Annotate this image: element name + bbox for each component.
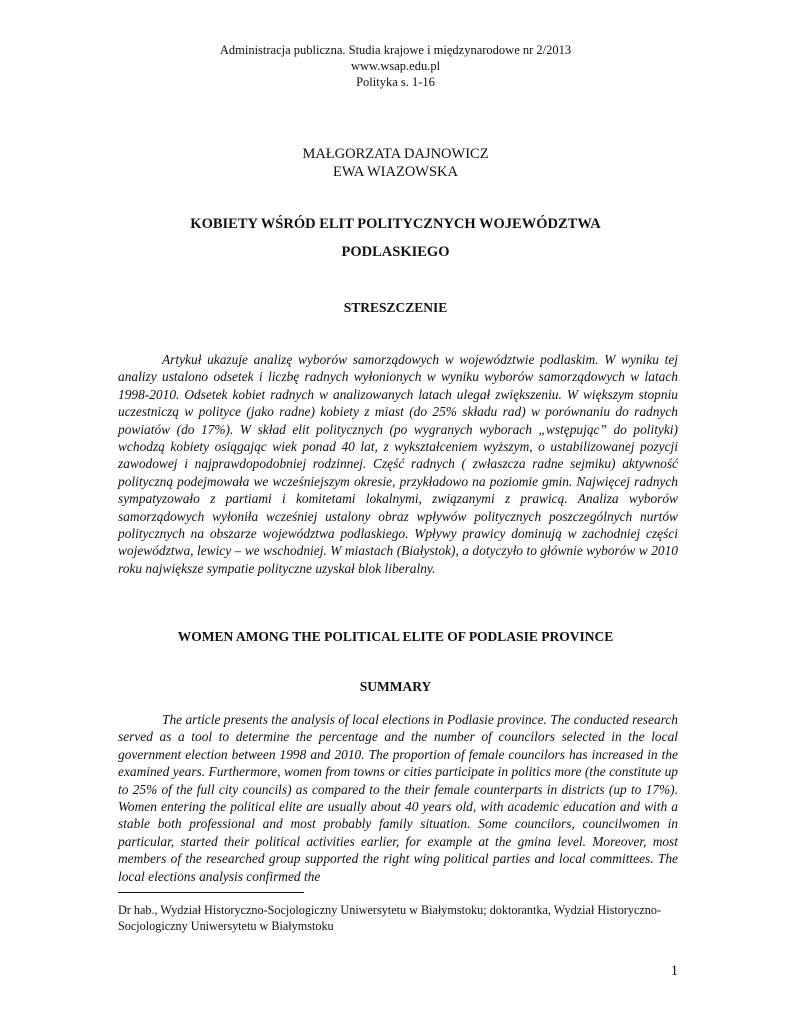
- journal-website: www.wsap.edu.pl: [350, 59, 441, 73]
- journal-title: Administracja publiczna. Studia krajowe i międzynarodowe nr 2/2013: [219, 43, 572, 57]
- abstract-pl: [118, 351, 678, 577]
- author-name: EWA WIAZOWSKA: [333, 164, 458, 180]
- title-line: PODLASKIEGO: [341, 244, 450, 260]
- journal-header: [0, 42, 791, 90]
- journal-section: Polityka s. 1-16: [356, 75, 435, 89]
- page-number: 1: [670, 963, 678, 979]
- abstract-en: [118, 711, 678, 885]
- title-line: KOBIETY WŚRÓD ELIT POLITYCZNYCH WOJEWÓDZTWA: [190, 216, 601, 232]
- author-list: [0, 145, 791, 181]
- footnote: Dr hab., Wydział Historyczno-Socjologiczny Uniwersytetu w Białymstoku; doktorantka, Wydział Historyczno-Socjologiczny Uniwersytetu w Białymstoku: [118, 903, 662, 933]
- article-title-en: WOMEN AMONG THE POLITICAL ELITE OF PODLASIE PROVINCE: [177, 629, 614, 644]
- abstract-pl-heading: STRESZCZENIE: [343, 300, 448, 315]
- article-title-pl: [110, 210, 681, 266]
- author-name: MAŁGORZATA DAJNOWICZ: [302, 146, 489, 162]
- abstract-en-heading: SUMMARY: [359, 679, 432, 694]
- abstract-pl-text: Artykuł ukazuje analizę wyborów samorządowych w województwie podlaskim. W wyniku tej analizy ustalono odsetek i liczbę radnych wyłonionych w wyniku wyborów samorządowych w latach 1998-2010. Odsetek kobiet radnych w analizowanych latach ulegał zwiększeniu. W większym stopniu uczestniczą w polityce (jako radne) kobiety z miast (do 25% składu rad) w porównaniu do radnych powiatów (do 17%). W skład elit politycznych (po wygranych wyborach „wstępując” do polityki) wchodzą kobiety osiągając wiek ponad 40 lat, z wykształceniem wyższym, o ustabilizowanej pozycji zawodowej i najprawdopodobniej rodzinnej. Część radnych ( zwłaszcza radne sejmiku) aktywność polityczną podejmowała we wcześniejszym okresie, przykładowo na poziomie gmin. Najwięcej radnych sympatyzowało z partiami i komitetami lokalnymi, związanymi z prawicą. Analiza wyborów samorządowych wyłoniła wcześniej ustalony obraz wpływów politycznych poszczególnych nurtów politycznych na obszarze województwa podlaskiego. Wpływy prawicy dominują w zachodniej części województwa, lewicy – we wschodniej. W miastach (Białystok), a dotyczyło to głównie wyborów w 2010 roku największe sympatie polityczne uzyskał blok liberalny.: [118, 352, 678, 576]
- footnote-divider: [118, 892, 304, 893]
- abstract-en-text: The article presents the analysis of local elections in Podlasie province. The conducted research served as a tool to determine the percentage and the number of councilors selected in the local government election between 1998 and 2010. The proportion of female councilors has increased in the examined years. Furthermore, women from towns or cities participate in politics more (the constitute up to 25% of the full city councils) as compared to the their female counterparts in districts (up to 17%). Women entering the political elite are usually about 40 years old, with academic education and with a stable both professional and most probably family situation. Some councilors, councilwomen in particular, started their political activities earlier, for example at the gmina level. Moreover, most members of the researched group supported the right wing political parties and local committees. The local elections analysis confirmed the: [118, 712, 678, 884]
